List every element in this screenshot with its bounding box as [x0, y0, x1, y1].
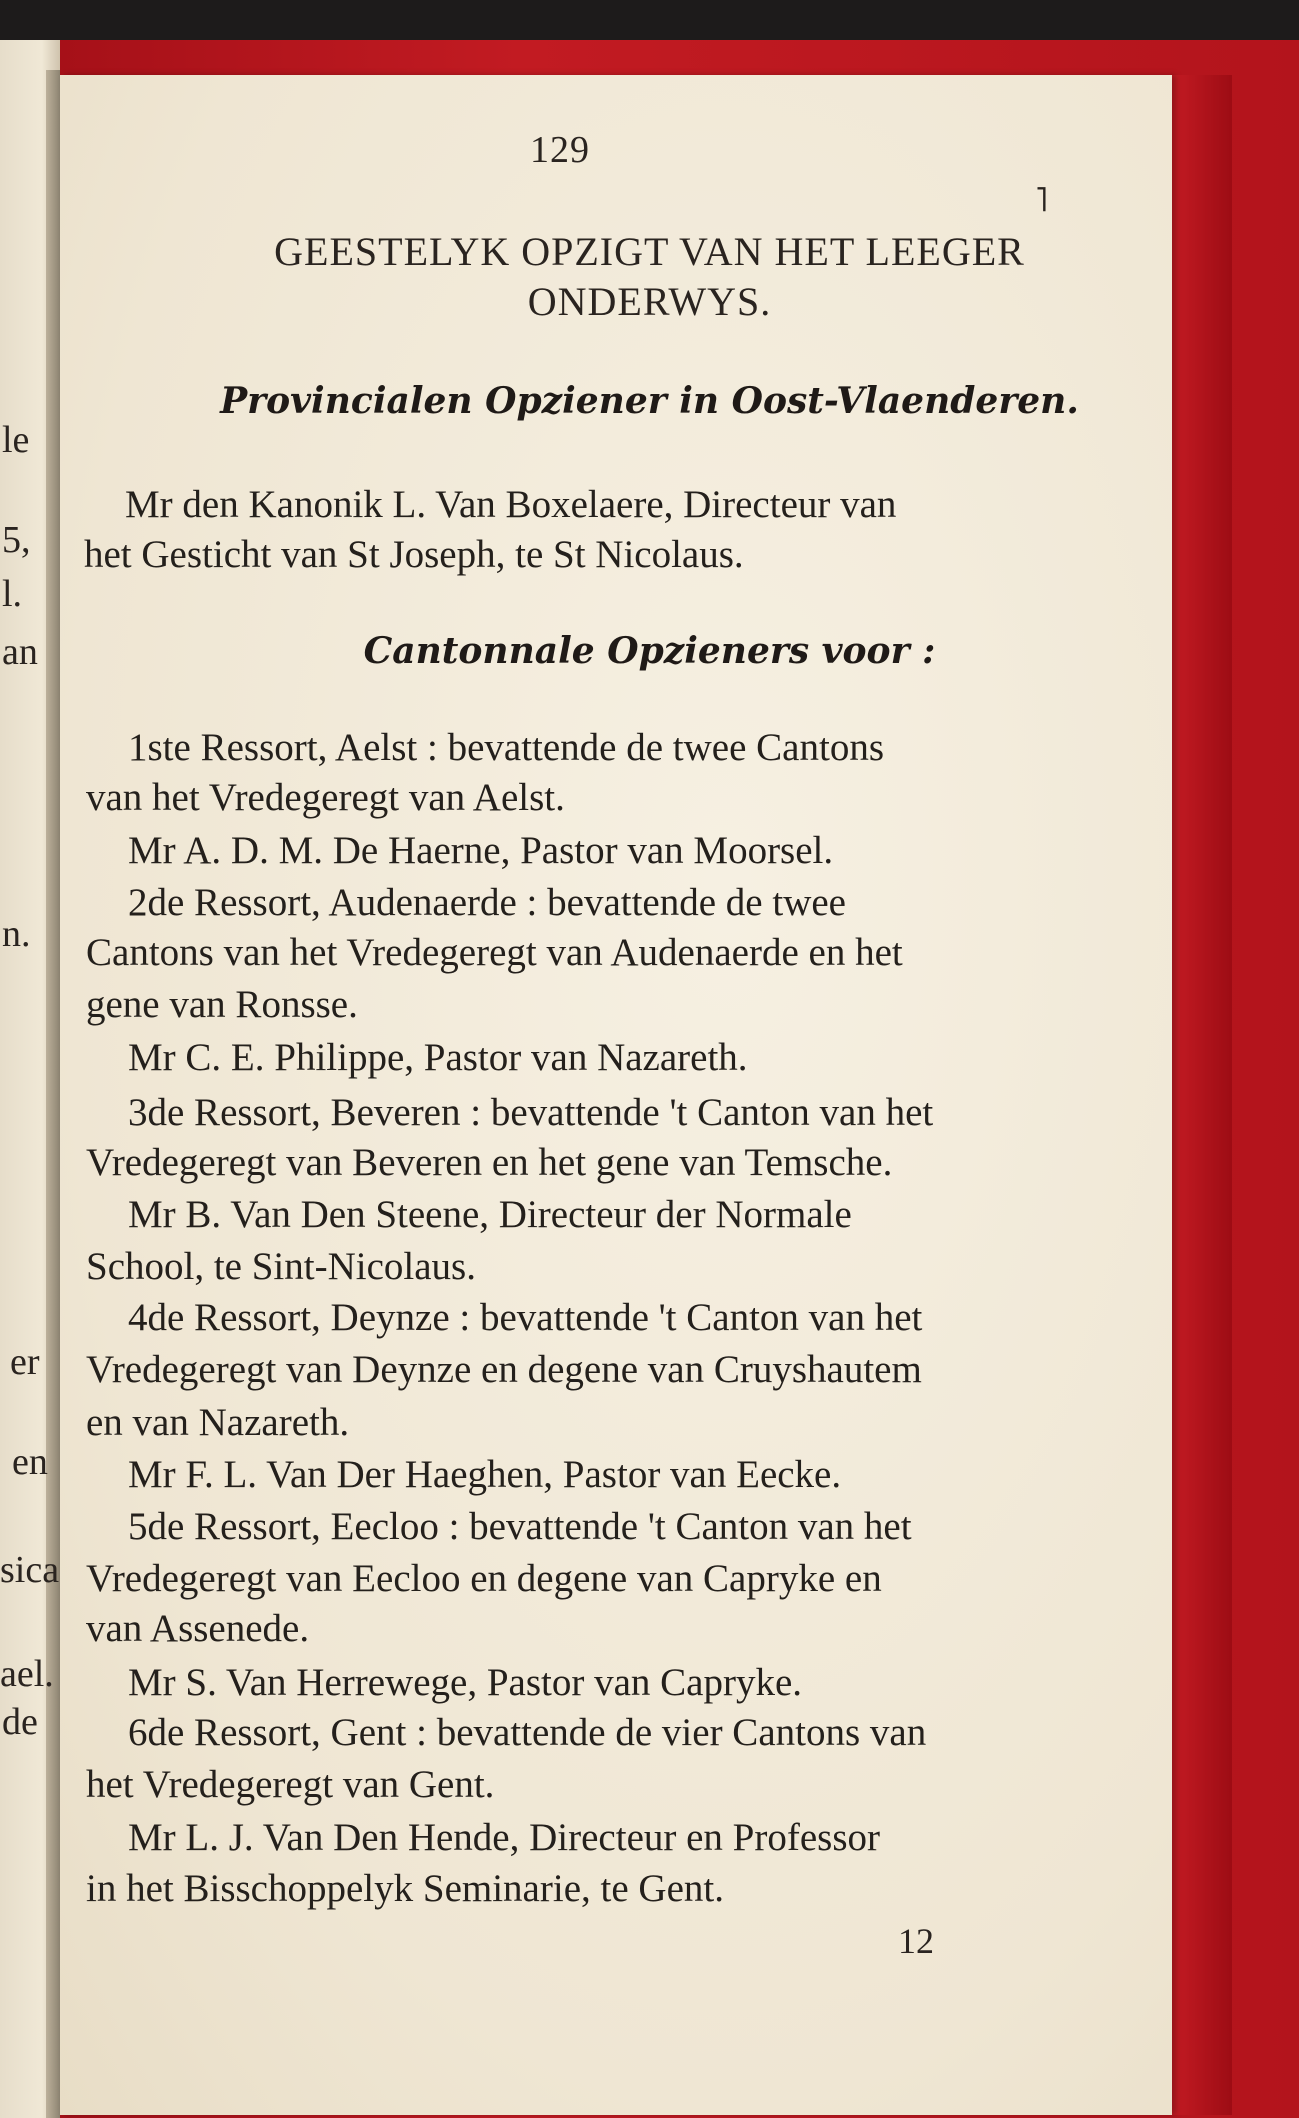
page-number: 129	[530, 129, 590, 171]
body-line: 2de Ressort, Audenaerde : bevattende de twee	[128, 881, 846, 924]
corner-mark: ˥	[1035, 182, 1049, 219]
facing-page-fragment: sica	[0, 1549, 60, 1591]
facing-page-fragment: an	[2, 631, 38, 673]
page-title-line-2: ONDERWYS.	[527, 279, 772, 324]
body-line: Mr F. L. Van Der Haeghen, Pastor van Eecke.	[128, 1453, 842, 1496]
facing-page-fragment: le	[2, 419, 30, 461]
body-line: Mr A. D. M. De Haerne, Pastor van Moorsel.	[128, 829, 834, 872]
provincial-heading: Provincialen Opziener in Oost-Vlaenderen.	[220, 380, 1079, 422]
body-line: Vredegeregt van Beveren en het gene van Temsche.	[86, 1141, 893, 1184]
body-line: Vredegeregt van Deynze en degene van Cruyshautem	[86, 1348, 922, 1391]
facing-page-fragment: en	[12, 1441, 48, 1483]
body-line: Cantons van het Vredegeregt van Audenaerde en het	[86, 931, 903, 974]
body-line: Mr S. Van Herrewege, Pastor van Capryke.	[128, 1661, 803, 1704]
background-shadow	[0, 0, 1299, 40]
body-line: en van Nazareth.	[86, 1401, 350, 1444]
facing-page-fragment: de	[2, 1701, 38, 1743]
facing-page-fragment: 5,	[2, 519, 31, 561]
body-line: Mr L. J. Van Den Hende, Directeur en Professor	[128, 1816, 880, 1859]
body-line: School, te Sint-Nicolaus.	[86, 1245, 476, 1288]
body-line: van het Vredegeregt van Aelst.	[86, 776, 565, 819]
body-line: 6de Ressort, Gent : bevattende de vier Cantons van	[128, 1711, 927, 1754]
provincial-entry-line-1: Mr den Kanonik L. Van Boxelaere, Directeur van	[125, 483, 897, 526]
body-line: 5de Ressort, Eecloo : bevattende 't Canton van het	[128, 1505, 912, 1548]
body-line: het Vredegeregt van Gent.	[86, 1763, 495, 1806]
body-line: Vredegeregt van Eecloo en degene van Capryke en	[86, 1557, 882, 1600]
signature-mark: 12	[898, 1921, 934, 1961]
body-line: van Assenede.	[86, 1607, 310, 1650]
body-line: gene van Ronsse.	[86, 983, 358, 1026]
facing-page-fragment: er	[10, 1341, 40, 1383]
page-title-line-1: GEESTELYK OPZIGT VAN HET LEEGER	[274, 229, 1025, 274]
gutter-shadow	[46, 70, 60, 2118]
body-line: in het Bisschoppelyk Seminarie, te Gent.	[86, 1867, 724, 1910]
body-line: 4de Ressort, Deynze : bevattende 't Canton van het	[128, 1296, 923, 1339]
cantonal-heading: Cantonnale Opzieners voor :	[363, 630, 936, 672]
facing-page-fragment: ael.	[0, 1653, 54, 1695]
provincial-entry-line-2: het Gesticht van St Joseph, te St Nicolaus.	[84, 533, 744, 576]
body-line: Mr B. Van Den Steene, Directeur der Normale	[128, 1193, 852, 1236]
body-line: 1ste Ressort, Aelst : bevattende de twee Cantons	[128, 726, 885, 769]
body-line: Mr C. E. Philippe, Pastor van Nazareth.	[128, 1036, 748, 1079]
facing-page-fragment: l.	[2, 573, 23, 615]
body-line: 3de Ressort, Beveren : bevattende 't Canton van het	[128, 1091, 934, 1134]
facing-page-fragment: n.	[2, 913, 31, 955]
